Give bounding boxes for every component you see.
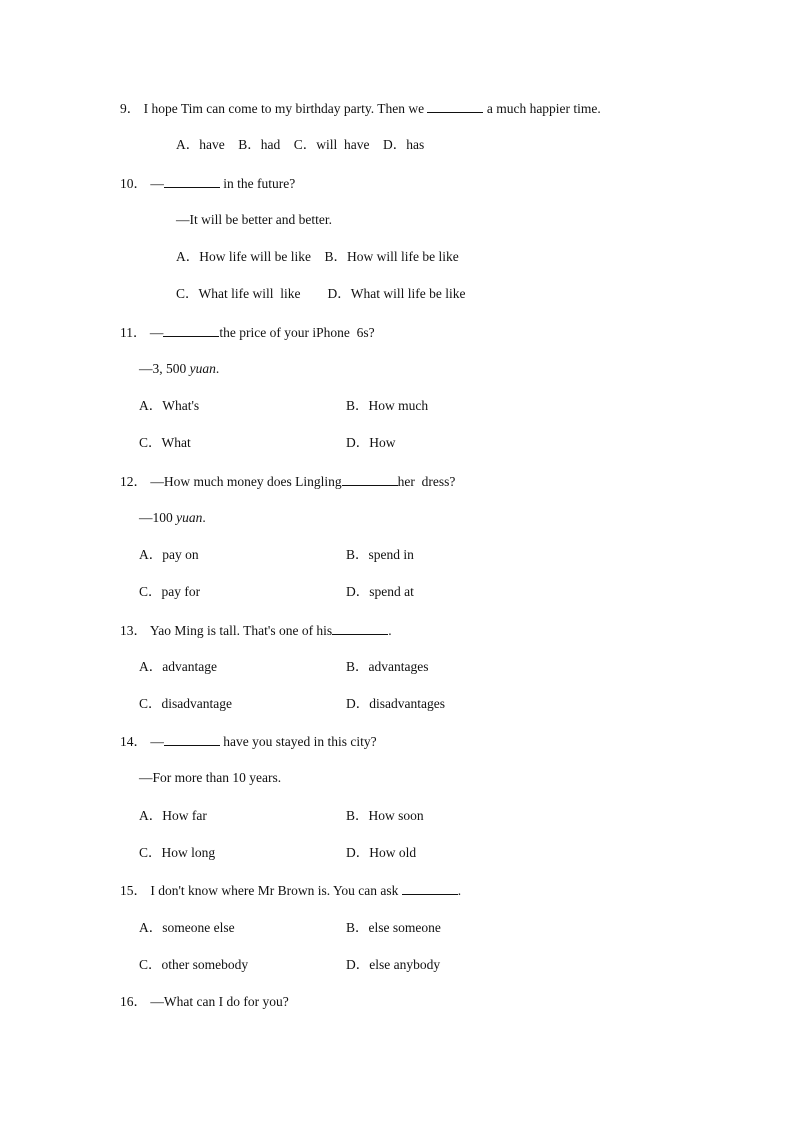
- question-14: [120, 733, 377, 750]
- q10-options-cd: C．What life will like D．What will life be like: [176, 286, 466, 301]
- question-12: [120, 473, 455, 490]
- reply-end: .: [215, 361, 220, 376]
- question-number: 14．: [120, 734, 147, 749]
- question-stem-end: in the future?: [219, 176, 296, 191]
- question-stem-end: the price of your iPhone 6s?: [219, 325, 375, 340]
- q13-option-d: D．disadvantages: [346, 696, 445, 711]
- q9-options: A．have B．had C．will have D．has: [176, 137, 425, 152]
- reply-text: —100: [139, 510, 177, 525]
- q14-reply: —For more than 10 years.: [139, 770, 282, 785]
- q10-options-ab: A．How life will be like B．How will life be like: [176, 249, 459, 264]
- q14-option-b: B．How soon: [346, 808, 424, 823]
- question-stem: I hope Tim can come to my birthday party. Then we: [143, 101, 428, 116]
- answer-blank: [342, 473, 398, 486]
- q12-option-d: D．spend at: [346, 584, 414, 599]
- question-number: 10．: [120, 176, 147, 191]
- question-16: [120, 994, 289, 1010]
- question-stem: —: [149, 325, 164, 340]
- q11-reply: [139, 361, 219, 377]
- q11-option-c: C．What: [139, 435, 191, 450]
- q15-option-d: D．else anybody: [346, 957, 441, 972]
- reply-end: .: [202, 510, 206, 525]
- q14-option-a: A．How far: [139, 808, 207, 823]
- q12-option-b: B．spend in: [346, 547, 414, 562]
- question-number: 15．: [120, 883, 147, 898]
- question-13: [120, 622, 392, 639]
- answer-blank: [164, 733, 220, 746]
- q14-option-c: C．How long: [139, 845, 216, 860]
- question-number: 13．: [120, 623, 147, 638]
- q11-option-d: D．How: [346, 435, 396, 450]
- q13-option-c: C．disadvantage: [139, 696, 232, 711]
- q15-option-c: C．other somebody: [139, 957, 249, 972]
- question-number: 12．: [120, 474, 147, 489]
- q14-option-d: D．How old: [346, 845, 417, 860]
- q10-reply: —It will be better and better.: [176, 212, 332, 227]
- question-number: 9．: [120, 101, 141, 116]
- question-11: [120, 324, 375, 341]
- q11-option-a: A．What's: [139, 398, 200, 413]
- question-9: [120, 100, 601, 117]
- q15-option-a: A．someone else: [139, 920, 235, 935]
- question-stem: Yao Ming is tall. That's one of his: [149, 623, 333, 638]
- q13-option-b: B．advantages: [346, 659, 429, 674]
- question-stem: —: [150, 176, 164, 191]
- question-stem-end: her dress?: [397, 474, 456, 489]
- q15-option-b: B．else someone: [346, 920, 441, 935]
- answer-blank: [332, 622, 388, 635]
- question-stem: I don't know where Mr Brown is. You can ask: [150, 883, 402, 898]
- question-stem: —: [150, 734, 164, 749]
- reply-currency: yuan: [176, 510, 203, 525]
- question-stem-end: a much happier time.: [483, 101, 601, 116]
- reply-currency: yuan: [189, 361, 216, 376]
- q12-option-c: C．pay for: [139, 584, 201, 599]
- question-stem: —What can I do for you?: [150, 994, 289, 1009]
- answer-blank: [402, 882, 458, 895]
- question-10: [120, 175, 295, 192]
- question-15: [120, 882, 461, 899]
- question-stem: —How much money does Lingling: [150, 474, 342, 489]
- reply-text: —3, 500: [139, 361, 190, 376]
- question-number: 16．: [120, 994, 147, 1009]
- question-stem-end: .: [388, 623, 392, 638]
- answer-blank: [427, 100, 483, 113]
- q11-option-b: B．How much: [346, 398, 429, 413]
- question-stem-end: have you stayed in this city?: [219, 734, 377, 749]
- answer-blank: [163, 324, 219, 337]
- q12-reply: [139, 510, 206, 526]
- question-number: 11．: [120, 325, 147, 340]
- answer-blank: [164, 175, 220, 188]
- q12-option-a: A．pay on: [139, 547, 199, 562]
- q13-option-a: A．advantage: [139, 659, 217, 674]
- question-stem-end: .: [457, 883, 462, 898]
